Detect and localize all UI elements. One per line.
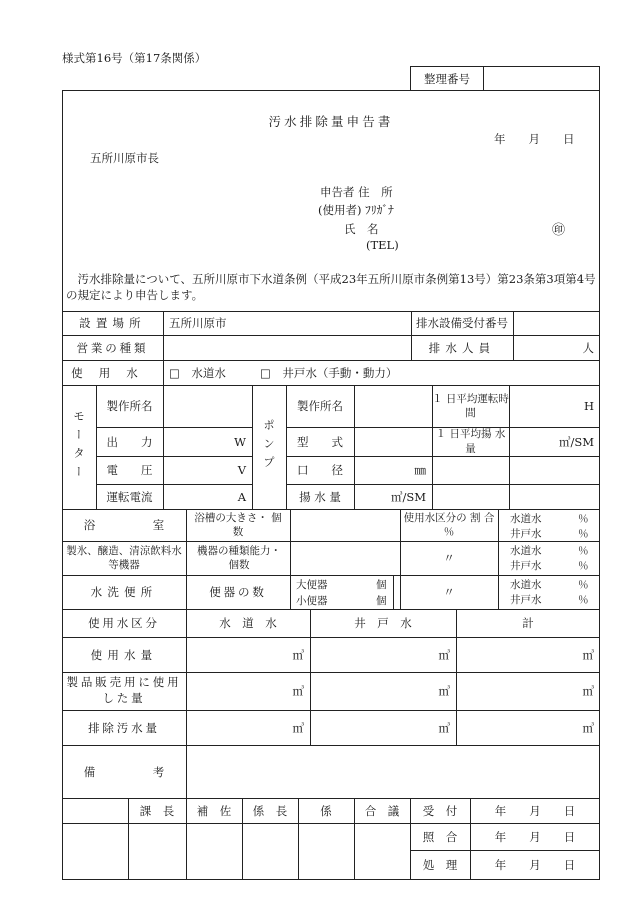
flush-toilet-label: 水洗便所 [90,585,158,599]
tel-label: (TEL) [366,238,399,252]
tap-water-column: 水 道 水 [219,616,277,630]
equipment-tap-pct[interactable]: ％ [578,545,589,557]
reference-number-field[interactable] [483,66,600,91]
pump-model-label: 型 式 [297,434,343,449]
motor-output-label: 出 力 [106,434,153,449]
received-date[interactable]: 年 月 日 [494,803,576,818]
daily-hours-label: １ 日平均運転時間 [432,392,509,419]
daily-volume-field[interactable]: ㎥/SM [558,434,594,449]
pump-bore-field[interactable]: ㎜ [414,463,426,477]
usage-volume-label: 使用水量 [90,647,158,662]
remarks-label: 備 考 [83,764,165,779]
equipment-ditto: 〃 [443,551,455,565]
equipment-well-pct[interactable]: ％ [578,560,589,572]
well-water-column: 井 戸 水 [354,616,412,630]
toilet-ditto: 〃 [443,585,455,599]
discharge-well-field[interactable]: ㎥ [438,720,450,735]
checked-date[interactable]: 年 月 日 [494,829,576,844]
motor-side-label: モーター [72,410,86,484]
chief-label: 課 長 [139,803,175,818]
staff-label: 係 [320,803,332,818]
small-toilet-label: 小便器 [296,595,328,607]
bath-well-label: 井戸水 [510,528,542,540]
receipt-number-label: 排水設備受付番号 [416,316,508,330]
large-toilet-count[interactable]: 個 [376,579,387,591]
usage-total-field[interactable]: ㎥ [582,647,594,662]
receipt-number-field[interactable] [513,311,600,335]
form-title: 汚水排除量申告書 [268,114,394,129]
toilet-tap-pct[interactable]: ％ [578,579,589,591]
section-chief-label: 係 長 [252,803,288,818]
discharge-people-field[interactable]: 人 [582,340,594,355]
assistant-label: 補 佐 [196,803,232,818]
water-class-header: 使用水区分 [88,616,160,630]
bath-label: 浴 室 [83,518,165,532]
seal-mark: ㊞ [552,223,566,238]
discharge-total-field[interactable]: ㎥ [582,720,594,735]
motor-output-field[interactable]: W [234,434,246,449]
tap-water-checkbox[interactable]: □ 水道水 [169,365,226,380]
remarks-field[interactable] [186,745,600,798]
product-well-field[interactable]: ㎥ [438,684,450,698]
usage-tap-field[interactable]: ㎥ [292,647,304,662]
product-tap-field[interactable]: ㎥ [292,684,304,698]
pump-bore-label: 口 径 [297,463,343,477]
form-number: 様式第16号（第17条関係） [62,51,207,65]
equipment-tap-label: 水道水 [510,545,542,557]
daily-volume-label: １ 日平均揚 水 量 [435,428,506,455]
toilet-well-pct[interactable]: ％ [578,594,589,606]
water-ratio-label: 使用水区分の 割 合 ％ [403,511,495,538]
furigana-label: (使用者) ﾌﾘｶﾞﾅ [318,203,394,217]
large-toilet-label: 大便器 [296,579,328,591]
processed-date[interactable]: 年 月 日 [494,858,576,872]
location-value[interactable]: 五所川原市 [169,316,227,330]
fixture-count-label: 便器の数 [209,585,267,599]
pump-lift-field[interactable]: ㎥/SM [390,489,426,504]
beverage-equipment-label: 製氷、醸造、清涼飲料水等機器 [66,544,182,571]
product-volume-label: 製品販売用に使用した量 [66,675,182,705]
water-use-label: 使用水 [71,365,154,380]
name-label: 氏 名 [344,222,379,236]
machine-type-label: 機器の種類能力・個数 [197,544,281,571]
pump-side-label: ポンプ [262,419,276,475]
motor-current-label: 運転電流 [106,489,153,504]
product-total-field[interactable]: ㎥ [582,684,594,698]
usage-well-field[interactable]: ㎥ [438,647,450,662]
pump-maker-label: 製作所名 [297,399,343,413]
discharge-tap-field[interactable]: ㎥ [292,720,304,735]
total-column: 計 [522,616,534,630]
bath-tap-pct[interactable]: ％ [578,513,589,525]
address-label: 申告者 住 所 [320,185,393,199]
motor-voltage-label: 電 圧 [106,463,153,477]
addressee: 五所川原市長 [90,151,159,165]
discharge-people-label: 排水人員 [428,340,496,355]
location-label: 設置場所 [79,316,146,330]
small-toilet-count[interactable]: 個 [376,595,387,607]
discharge-volume-label: 排除汚水量 [88,720,160,735]
date-field[interactable]: 年 月 日 [494,132,575,146]
bath-tap-label: 水道水 [510,513,542,525]
business-type-field[interactable] [163,335,411,360]
motor-voltage-field[interactable]: V [237,463,246,477]
motor-current-field[interactable]: A [237,489,246,504]
council-label: 合 議 [364,803,400,818]
equipment-well-label: 井戸水 [510,560,542,572]
reference-number-label: 整理番号 [410,66,484,91]
well-water-checkbox[interactable]: □ 井戸水（手動・動力） [260,365,398,380]
processed-label: 処 理 [422,858,458,872]
daily-hours-field[interactable]: H [583,399,594,413]
bath-well-pct[interactable]: ％ [578,528,589,540]
motor-maker-label: 製作所名 [106,399,153,413]
bath-size-label: 浴槽の大きさ・ 個 数 [194,511,303,538]
pump-lift-label: 揚 水 量 [299,489,341,504]
business-type-label: 営業の種類 [76,340,149,355]
toilet-tap-label: 水道水 [510,579,542,591]
toilet-well-label: 井戸水 [510,594,542,606]
statement-text: 汚水排除量について、五所川原市下水道条例（平成23年五所川原市条例第13号）第23条第3項第4号の規定により申告します。 [66,272,596,302]
checked-label: 照 合 [422,829,458,844]
received-label: 受 付 [422,803,458,818]
